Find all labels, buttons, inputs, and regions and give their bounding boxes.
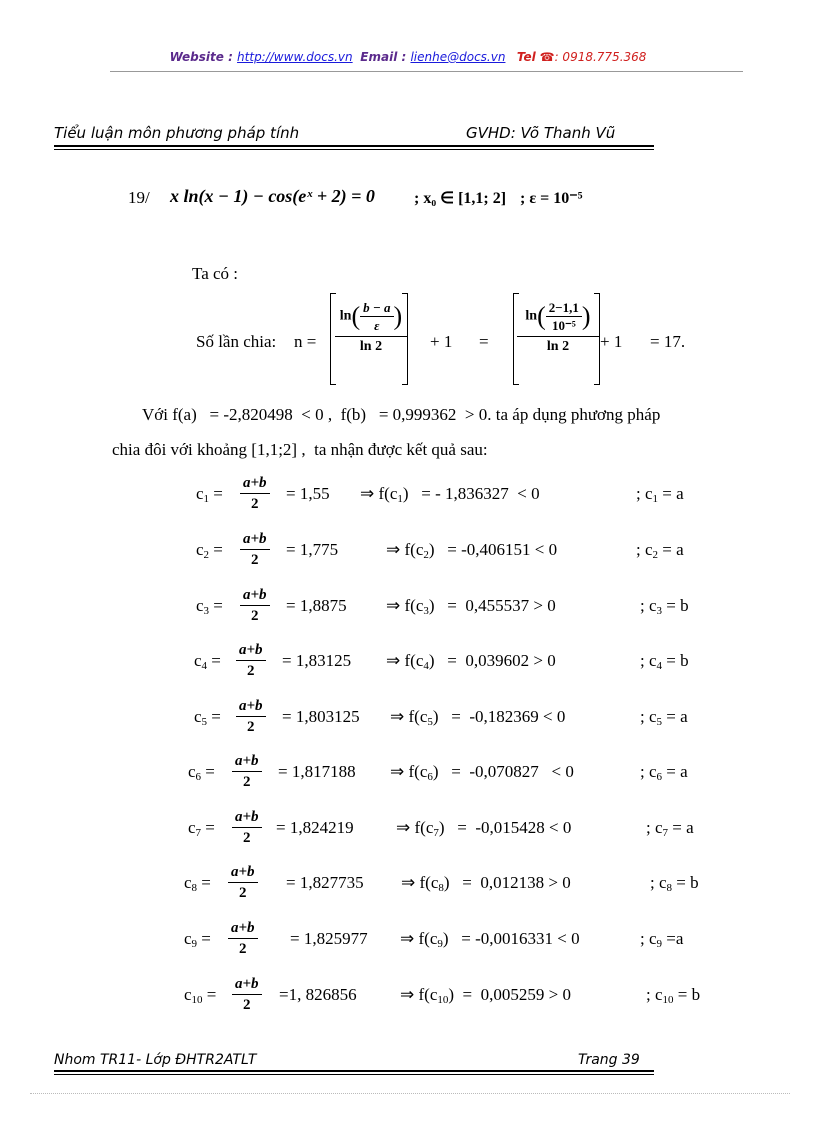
paren-close-1: ) [393,301,403,331]
iter-value: = 1,55 [286,484,330,503]
iter-assign-value: = a [658,540,684,559]
iter-assign [640,762,688,783]
website-rule [110,71,743,72]
iter-c: c [184,985,192,1004]
header-instructor: GVHD: Võ Thanh Vũ [466,124,616,142]
iter-f-expr [401,873,571,894]
iter-c-sub: 8 [191,882,198,894]
paren-open-1: ( [351,301,361,331]
fraction-den: 2 [251,496,259,512]
website-bar [0,50,816,64]
iter-assign [636,540,684,561]
iter-f-value: ) = 0,455537 > 0 [428,596,556,615]
plus-one-2: + 1 [600,332,623,351]
iteration-row [0,642,816,685]
problem-interval: ; x₀ ∈ [1,1; 2] [414,190,507,207]
iter-f-value: ) = -0,406151 < 0 [428,540,558,559]
iter-f-prefix: ⇒ f(c [390,762,428,781]
iteration-row [0,976,816,1019]
iter-tag-sub: 10 [662,994,674,1006]
footer-group: Nhom TR11- Lớp ĐHTR2ATLT [54,1052,257,1068]
iter-assign [640,929,683,950]
iter-c-sub: 5 [201,716,208,728]
midpoint-fraction [236,697,266,736]
fraction-num: a+b [232,808,262,828]
iter-assign [640,707,688,728]
iter-tag: ; c [646,985,663,1004]
iter-f-value: ) = 0,012138 > 0 [443,873,571,892]
iter-c: c [194,651,202,670]
iter-value: = 1,803125 [282,707,360,726]
iter-value: = 1,817188 [278,762,356,781]
iter-c: c [188,818,196,837]
iter-assign-value: = a [662,707,688,726]
iter-assign [636,484,684,505]
website-link[interactable]: http://www.docs.vn [237,50,353,64]
website-label: Website : [169,50,238,64]
iter-f-prefix: ⇒ f(c [400,985,438,1004]
iter-f-sub: 10 [437,994,449,1006]
iter-assign [646,985,700,1006]
iter-c-label: $c_7$ = [188,818,215,839]
inner-fraction-2 [546,300,582,333]
split-fraction-2 [517,300,599,355]
iter-value: = 1,775 [286,540,339,559]
iter-f-prefix: ⇒ f(c [396,818,434,837]
iter-c-label: $c_8$ = [184,873,211,894]
fraction-den: 2 [239,885,247,901]
iter-f-value: ) = - 1,836327 < 0 [402,484,540,503]
midpoint-fraction [228,919,258,958]
iter-tag: ; c [640,596,657,615]
midpoint-fraction [240,530,270,569]
header-rule [54,145,654,147]
fraction-num: a+b [236,697,266,717]
iter-tag-sub: 4 [656,660,663,672]
iter-f-sub: 7 [433,827,439,839]
split-result: = 17. [650,332,686,351]
paragraph-line-2: chia đôi với khoảng [1,1;2] , ta nhận được kết quả sau: [112,440,488,459]
iter-f-value: ) = -0,070827 < 0 [432,762,574,781]
ln2-1: ln 2 [359,339,383,354]
iter-f-sub: 9 [437,938,443,950]
iter-value: = 1,83125 [282,651,352,670]
iter-c: c [184,873,192,892]
fraction-num: a+b [240,530,270,550]
iter-tag: ; c [636,484,653,503]
iter-tag-sub: 8 [666,882,673,894]
iter-tag: ; c [640,762,657,781]
fraction-num: a+b [228,863,258,883]
n-equals: n = [294,332,317,351]
iter-assign-value: = b [662,651,689,670]
iter-f-prefix: ⇒ f(c [400,929,438,948]
iter-c-label: $c_4$ = [194,651,221,672]
footer-rule-thin [54,1074,654,1075]
midpoint-fraction [240,586,270,625]
page-edge [30,1093,790,1094]
iter-tag: ; c [640,707,657,726]
footer-page: Trang 39 [578,1052,640,1068]
iter-tag-sub: 5 [656,716,663,728]
iter-c-label: $c_6$ = [188,762,215,783]
iter-c-sub: 10 [191,994,203,1006]
email-label: Email [360,50,398,64]
ln-label-2: ln [525,308,538,324]
iter-c-sub: 7 [195,827,202,839]
iter-c-sub: 9 [191,938,198,950]
iter-f-sub: 5 [427,716,433,728]
iter-c: c [188,762,196,781]
iter-f-sub: 3 [423,605,429,617]
iter-c-sub: 2 [203,549,210,561]
fraction-den: 2 [243,830,251,846]
iter-value: = 1,827735 [286,873,364,892]
iter-c-label: $c_5$ = [194,707,221,728]
inner-den-2: 10⁻⁵ [551,318,576,333]
intro-taco: Ta có : [192,264,239,283]
fraction-num: a+b [232,975,262,995]
iter-assign-value: =a [662,929,684,948]
iter-tag: ; c [640,651,657,670]
iter-c: c [196,540,204,559]
iter-tag-sub: 6 [656,771,663,783]
midpoint-fraction [228,863,258,902]
inner-num-2: 2−1,1 [546,300,582,317]
iter-assign-value: = b [673,985,701,1004]
inner-fraction-1 [360,300,393,333]
iter-tag-sub: 9 [656,938,663,950]
iter-c-sub: 6 [195,771,202,783]
iter-f-value: ) = -0,015428 < 0 [438,818,572,837]
midpoint-fraction [232,808,262,847]
iter-f-expr [360,484,540,505]
tel-label: Tel [516,50,536,64]
iter-c-sub: 3 [203,605,210,617]
iter-assign-value: = b [672,873,699,892]
iteration-row [0,809,816,852]
problem-equation: x ln(x − 1) − cos(eˣ + 2) = 0 [170,186,375,206]
iter-assign [646,818,694,839]
plus-one-1: + 1 [430,332,453,351]
iteration-row [0,753,816,796]
iter-c-sub: 1 [203,493,210,505]
iter-f-value: ) = 0,039602 > 0 [428,651,556,670]
midpoint-fraction [240,474,270,513]
iter-tag: ; c [646,818,663,837]
iter-f-expr [386,540,557,561]
footer-rule [54,1070,654,1072]
fraction-num: a+b [240,586,270,606]
iter-c-label: $c_{10}$ = [184,985,217,1006]
iter-f-sub: 2 [423,549,429,561]
fraction-num: a+b [240,474,270,494]
iteration-row [0,587,816,630]
phone-icon: ☎ [539,50,555,64]
paren-open-2: ( [537,301,546,331]
ln2-2: ln 2 [546,339,570,354]
iter-tag-sub: 3 [656,605,663,617]
iter-f-expr [396,818,571,839]
iter-f-expr [400,985,571,1006]
iteration-row [0,698,816,741]
split-fraction-1 [335,300,407,355]
iter-c-label: $c_3$ = [196,596,223,617]
midpoint-fraction [236,641,266,680]
iter-assign [640,596,689,617]
problem-epsilon: ; ε = 10⁻⁵ [520,190,583,207]
fraction-den: 2 [243,997,251,1013]
inner-den-1: ε [374,318,380,333]
iteration-row [0,920,816,963]
iteration-row [0,864,816,907]
iter-tag-sub: 2 [652,549,659,561]
split-count-label: Số lần chia: [196,332,277,351]
iter-c: c [196,596,204,615]
email-sep: : [397,50,411,64]
iter-tag-sub: 1 [652,493,659,505]
iter-assign [640,651,689,672]
iter-f-expr [386,651,556,672]
midpoint-fraction [232,975,262,1014]
inner-num-1: b − a [360,300,393,317]
iter-tag: ; c [636,540,653,559]
header-rule-thin [54,149,654,150]
iter-f-expr [400,929,580,950]
iter-c-label: $c_2$ = [196,540,223,561]
ln-label-1: ln [339,308,352,324]
iteration-row [0,531,816,574]
iter-value: = 1,825977 [290,929,368,948]
iter-c: c [194,707,202,726]
equals-sign: = [479,332,489,351]
iteration-row [0,475,816,518]
fraction-num: a+b [228,919,258,939]
fraction-num: a+b [232,752,262,772]
fraction-num: a+b [236,641,266,661]
iter-f-expr [390,707,565,728]
iter-c: c [184,929,192,948]
iter-c: c [196,484,204,503]
fraction-den: 2 [251,608,259,624]
email-link[interactable]: lienhe@docs.vn [410,50,506,64]
iter-f-prefix: ⇒ f(c [386,651,424,670]
paren-close-2: ) [581,301,591,331]
fraction-den: 2 [251,552,259,568]
midpoint-fraction [232,752,262,791]
tel-value: : 0918.775.368 [554,50,647,64]
iter-f-prefix: ⇒ f(c [390,707,428,726]
iter-f-value: ) = -0,182369 < 0 [432,707,566,726]
iter-assign-value: = a [662,762,688,781]
iter-f-prefix: ⇒ f(c [401,873,439,892]
iter-f-sub: 6 [427,771,433,783]
paragraph-line-1: Với f(a) = -2,820498 < 0 , f(b) = 0,999362 > 0. ta áp dụng phương pháp [142,405,661,424]
iter-assign-value: = a [658,484,684,503]
iter-f-expr [386,596,556,617]
iter-tag: ; c [650,873,667,892]
iter-f-sub: 1 [397,493,403,505]
iter-f-value: ) = 0,005259 > 0 [448,985,571,1004]
iter-f-prefix: ⇒ f(c [386,540,424,559]
header-course-title: Tiểu luận môn phương pháp tính [54,124,300,142]
iter-tag: ; c [640,929,657,948]
iter-f-sub: 8 [438,882,444,894]
iter-c-label: $c_9$ = [184,929,211,950]
iter-f-sub: 4 [423,660,429,672]
iter-c-label: $c_1$ = [196,484,223,505]
iter-f-prefix: ⇒ f(c [386,596,424,615]
problem-number: 19/ [128,188,150,207]
iter-c-sub: 4 [201,660,208,672]
iter-assign-value: = b [662,596,689,615]
iter-value: =1, 826856 [279,985,357,1004]
iter-value: = 1,824219 [276,818,354,837]
fraction-den: 2 [243,774,251,790]
iter-f-expr [390,762,574,783]
iter-f-value: ) = -0,0016331 < 0 [442,929,580,948]
iter-f-prefix: ⇒ f(c [360,484,398,503]
iter-tag-sub: 7 [662,827,669,839]
iter-value: = 1,8875 [286,596,347,615]
iter-assign-value: = a [668,818,694,837]
iter-assign [650,873,699,894]
fraction-den: 2 [247,719,255,735]
fraction-den: 2 [247,663,255,679]
fraction-den: 2 [239,941,247,957]
